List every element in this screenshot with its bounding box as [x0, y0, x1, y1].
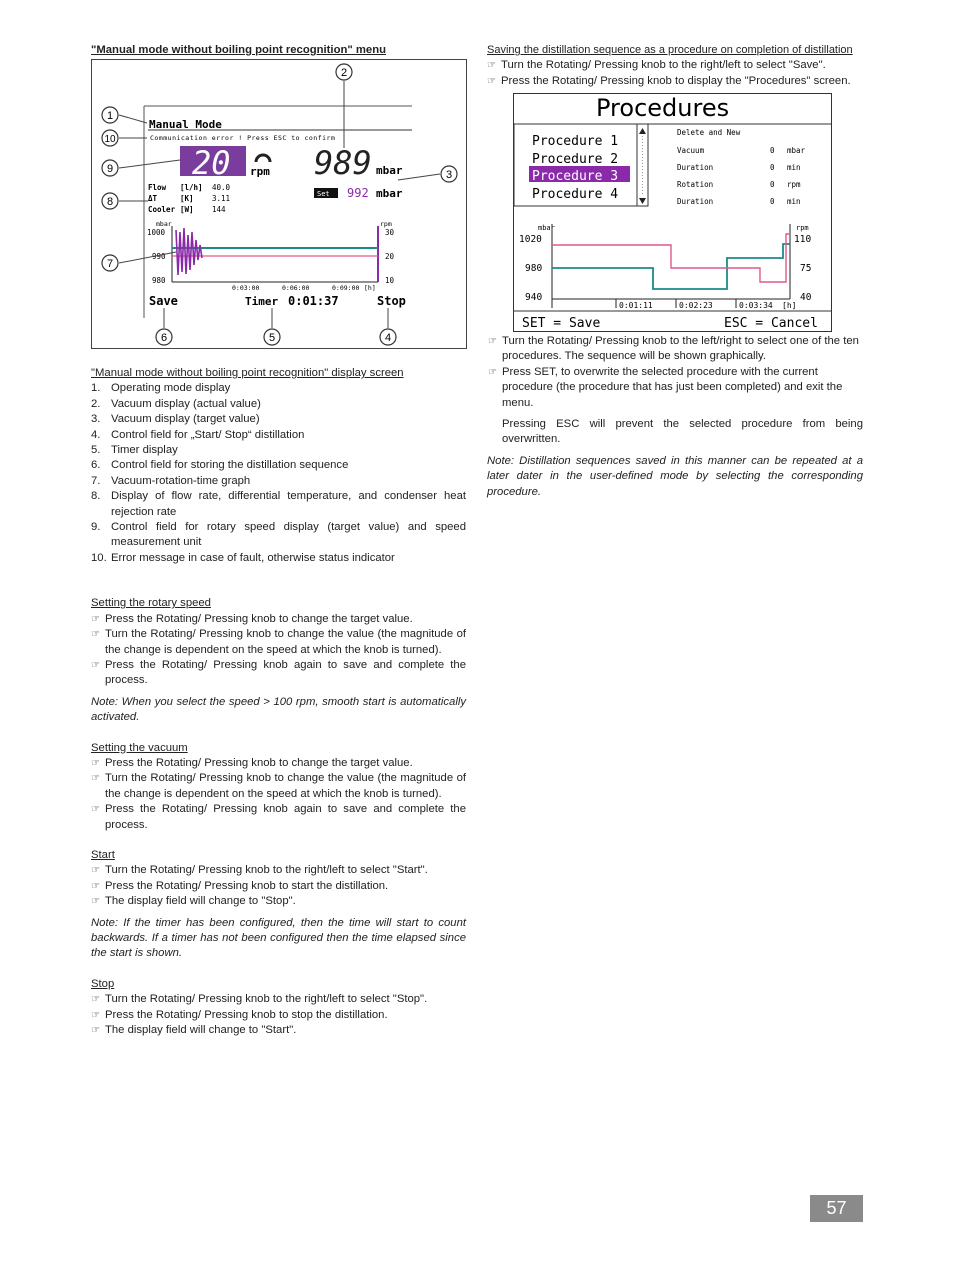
- procedure-note: Note: Distillation sequences saved in this manner can be repeated at a later dater in the user-defined mode by selecting the corresponding procedure.: [487, 454, 863, 498]
- rotary-step: ☞ Press the Rotating/ Pressing knob again to save and complete the process.: [91, 658, 466, 687]
- x-unit: [h]: [364, 284, 376, 292]
- graph-left-unit: mbar: [156, 220, 172, 228]
- y-left-tick: 990: [152, 252, 166, 261]
- param-unit: mbar: [787, 146, 806, 155]
- y-right-tick: 30: [385, 228, 395, 237]
- pointing-hand-icon: ☞: [91, 865, 100, 877]
- callout-4-label: 4: [384, 332, 392, 344]
- menu-title: "Manual mode without boiling point recognition" menu: [91, 44, 386, 56]
- esc-cancel-button[interactable]: ESC = Cancel: [724, 316, 818, 331]
- callout-2-label: 2: [340, 67, 348, 79]
- manual-mode-screen: [92, 60, 466, 348]
- start-step: ☞ The display field will change to "Stop".: [91, 894, 466, 909]
- right-body: [487, 334, 863, 500]
- rotary-note: Note: When you select the speed > 100 rpm, smooth start is automatically activated.: [91, 695, 466, 724]
- start-stop-button[interactable]: Stop: [377, 294, 406, 308]
- x-unit: [h]: [782, 301, 797, 310]
- graph-left-unit: mbar: [538, 224, 555, 232]
- param-value[interactable]: 0: [770, 197, 775, 206]
- y-right-tick: 20: [385, 252, 395, 261]
- pointing-hand-icon: ☞: [91, 994, 100, 1006]
- stat-flow-value: 40.0: [212, 183, 231, 192]
- legend-item: 4. Control field for „Start/ Stop“ distillation: [91, 428, 305, 441]
- procedure-step: ☞ Turn the Rotating/ Pressing knob to the left/right to select one of the ten procedures. The sequence will be shown graphically.: [488, 335, 859, 363]
- legend-item: 6. Control field for storing the distillation sequence: [91, 459, 349, 472]
- param-value[interactable]: 0: [770, 163, 775, 172]
- pointing-hand-icon: ☞: [91, 613, 100, 625]
- x-tick: 0:02:23: [679, 301, 713, 310]
- procedure-step: ☞ Press SET, to overwrite the selected procedure with the current procedure (the procedure that has just been completed) and exit the menu.: [488, 365, 843, 409]
- stop-step: ☞ Press the Rotating/ Pressing knob to stop the distillation.: [91, 1008, 466, 1023]
- timer-label: Timer: [245, 295, 279, 308]
- stat-flow-key: Flow: [148, 183, 167, 192]
- procedures-figure: [513, 93, 832, 332]
- procedure-item[interactable]: Procedure 1: [532, 134, 619, 149]
- param-key: Vacuum: [677, 146, 705, 155]
- y-left-tick: 1020: [519, 234, 542, 245]
- pointing-hand-icon: ☞: [91, 1025, 100, 1037]
- stat-cooler-unit: [W]: [180, 205, 194, 214]
- callout-10-label: 10: [104, 134, 116, 145]
- pointing-hand-icon: ☞: [488, 366, 497, 378]
- callout-7-label: 7: [106, 258, 114, 270]
- callout-1-label: 1: [106, 110, 114, 122]
- legend-item: 5. Timer display: [91, 444, 178, 457]
- legend-item: 8. Display of flow rate, differential temperature, and condenser heat rejection rate: [91, 490, 466, 518]
- pointing-hand-icon: ☞: [91, 773, 100, 785]
- save-step: ☞ Turn the Rotating/ Pressing knob to the right/left to select "Save".: [487, 58, 863, 73]
- callout-9-label: 9: [106, 163, 114, 175]
- vacuum-target-value[interactable]: 992: [347, 186, 369, 200]
- stop-step: ☞ Turn the Rotating/ Pressing knob to the right/left to select "Stop".: [91, 992, 466, 1007]
- x-tick: 0:03:34: [739, 301, 773, 310]
- param-key: Duration: [677, 197, 714, 206]
- param-unit: min: [787, 197, 801, 206]
- y-right-tick: 75: [800, 263, 812, 274]
- callout-5-label: 5: [268, 332, 276, 344]
- legend-item: 10. Error message in case of fault, otherwise status indicator: [91, 551, 395, 564]
- legend-item: 1. Operating mode display: [91, 382, 231, 395]
- mode-label: Manual Mode: [149, 118, 222, 131]
- graph-right-unit: rpm: [380, 220, 392, 228]
- legend-item: 7. Vacuum-rotation-time graph: [91, 474, 251, 487]
- procedure-item[interactable]: Procedure 4: [532, 187, 619, 202]
- pointing-hand-icon: ☞: [91, 896, 100, 908]
- vacuum-title: Setting the vacuum: [91, 741, 188, 754]
- x-tick: 0:09:00: [332, 284, 360, 292]
- rotary-step: ☞ Press the Rotating/ Pressing knob to change the target value.: [91, 612, 466, 627]
- pointing-hand-icon: ☞: [487, 75, 496, 87]
- param-value[interactable]: 0: [770, 180, 775, 189]
- param-unit: rpm: [787, 180, 801, 189]
- stop-step: ☞ The display field will change to "Start".: [91, 1023, 466, 1038]
- y-left-tick: 980: [152, 276, 166, 285]
- legend-item: 3. Vacuum display (target value): [91, 413, 260, 426]
- y-left-tick: 1000: [147, 228, 166, 237]
- rpm-unit: rpm: [250, 165, 270, 178]
- stop-title: Stop: [91, 977, 115, 990]
- pointing-hand-icon: ☞: [91, 880, 100, 892]
- stat-cooler-key: Cooler: [148, 205, 176, 214]
- y-right-tick: 40: [800, 292, 812, 303]
- pointing-hand-icon: ☞: [91, 659, 100, 671]
- set-save-button[interactable]: SET = Save: [522, 316, 601, 331]
- pointing-hand-icon: ☞: [91, 629, 100, 641]
- timer-value: 0:01:37: [288, 294, 339, 308]
- stat-dt-key: ΔT: [148, 194, 158, 203]
- y-right-tick: 10: [385, 276, 395, 285]
- manual-mode-figure: [91, 59, 467, 349]
- callout-6-label: 6: [160, 332, 168, 344]
- error-message: Communication error ! Press ESC to confirm: [150, 134, 336, 142]
- stats-block: [148, 183, 231, 214]
- x-tick: 0:06:00: [282, 284, 310, 292]
- save-procedure-title: Saving the distillation sequence as a procedure on completion of distillation: [487, 44, 853, 56]
- stat-dt-value: 3.11: [212, 194, 231, 203]
- rpm-value: 20: [192, 144, 231, 182]
- param-value[interactable]: 0: [770, 146, 775, 155]
- vacuum-actual-value: 989: [314, 144, 372, 182]
- start-step: ☞ Press the Rotating/ Pressing knob to start the distillation.: [91, 879, 466, 894]
- save-step: ☞ Press the Rotating/ Pressing knob to display the "Procedures" screen.: [487, 74, 863, 89]
- rotation-icon: [256, 155, 270, 162]
- delete-and-new[interactable]: Delete and New: [677, 128, 741, 137]
- vacuum-rotation-time-graph: [147, 220, 395, 292]
- rotary-title: Setting the rotary speed: [91, 597, 211, 610]
- start-note: Note: If the timer has been configured, then the time will start to count backwards. If a timer has not been configured then the time elapsed since the start is shown.: [91, 916, 466, 960]
- y-left-tick: 940: [525, 292, 543, 303]
- callout-3-label: 3: [445, 169, 453, 181]
- param-key: Rotation: [677, 180, 714, 189]
- rotary-step: ☞ Turn the Rotating/ Pressing knob to change the value (the magnitude of the change is dependent on the speed at which the knob is turned).: [91, 628, 466, 656]
- stat-flow-unit: [l/h]: [180, 183, 203, 192]
- procedures-screen: [514, 94, 831, 331]
- legend-item: 2. Vacuum display (actual value): [91, 397, 261, 410]
- page-number: 57: [810, 1195, 863, 1222]
- esc-paragraph: Pressing ESC will prevent the selected procedure from being overwritten.: [502, 418, 863, 446]
- param-key: Duration: [677, 163, 714, 172]
- start-step: ☞ Turn the Rotating/ Pressing knob to the right/left to select "Start".: [91, 863, 466, 878]
- stat-dt-unit: [K]: [180, 194, 194, 203]
- pointing-hand-icon: ☞: [91, 1009, 100, 1021]
- y-left-tick: 980: [525, 263, 543, 274]
- vacuum-target-unit: mbar: [376, 187, 403, 200]
- stat-cooler-value: 144: [212, 205, 226, 214]
- param-unit: min: [787, 163, 801, 172]
- left-body: [91, 366, 466, 1038]
- procedure-item[interactable]: Procedure 2: [532, 152, 619, 167]
- vacuum-step: ☞ Turn the Rotating/ Pressing knob to change the value (the magnitude of the change is dependent on the speed at which the knob is turned).: [91, 772, 466, 800]
- x-tick: 0:01:11: [619, 301, 653, 310]
- y-right-tick: 110: [794, 234, 812, 245]
- graph-right-unit: rpm: [796, 224, 809, 232]
- left-column: [91, 43, 466, 58]
- procedures-title: Procedures: [596, 94, 730, 122]
- procedure-graph: [519, 224, 812, 310]
- legend-item: 9. Control field for rotary speed display (target value) and speed measurement unit: [91, 521, 466, 549]
- vacuum-step: ☞ Press the Rotating/ Pressing knob to change the target value.: [91, 756, 466, 771]
- right-column: [487, 43, 863, 89]
- save-button[interactable]: Save: [149, 294, 178, 308]
- display-title: "Manual mode without boiling point recognition" display screen: [91, 367, 404, 379]
- procedure-item-selected[interactable]: Procedure 3: [532, 169, 619, 184]
- vacuum-step: ☞ Press the Rotating/ Pressing knob again to save and complete the process.: [91, 803, 466, 831]
- pointing-hand-icon: ☞: [91, 757, 100, 769]
- pointing-hand-icon: ☞: [91, 804, 100, 816]
- set-label: Set: [317, 190, 330, 198]
- callout-8-label: 8: [106, 196, 114, 208]
- pointing-hand-icon: ☞: [487, 60, 496, 72]
- vacuum-actual-unit: mbar: [376, 164, 403, 177]
- legend-list: [91, 381, 466, 566]
- x-tick: 0:03:00: [232, 284, 260, 292]
- pointing-hand-icon: ☞: [488, 336, 497, 347]
- start-title: Start: [91, 848, 115, 861]
